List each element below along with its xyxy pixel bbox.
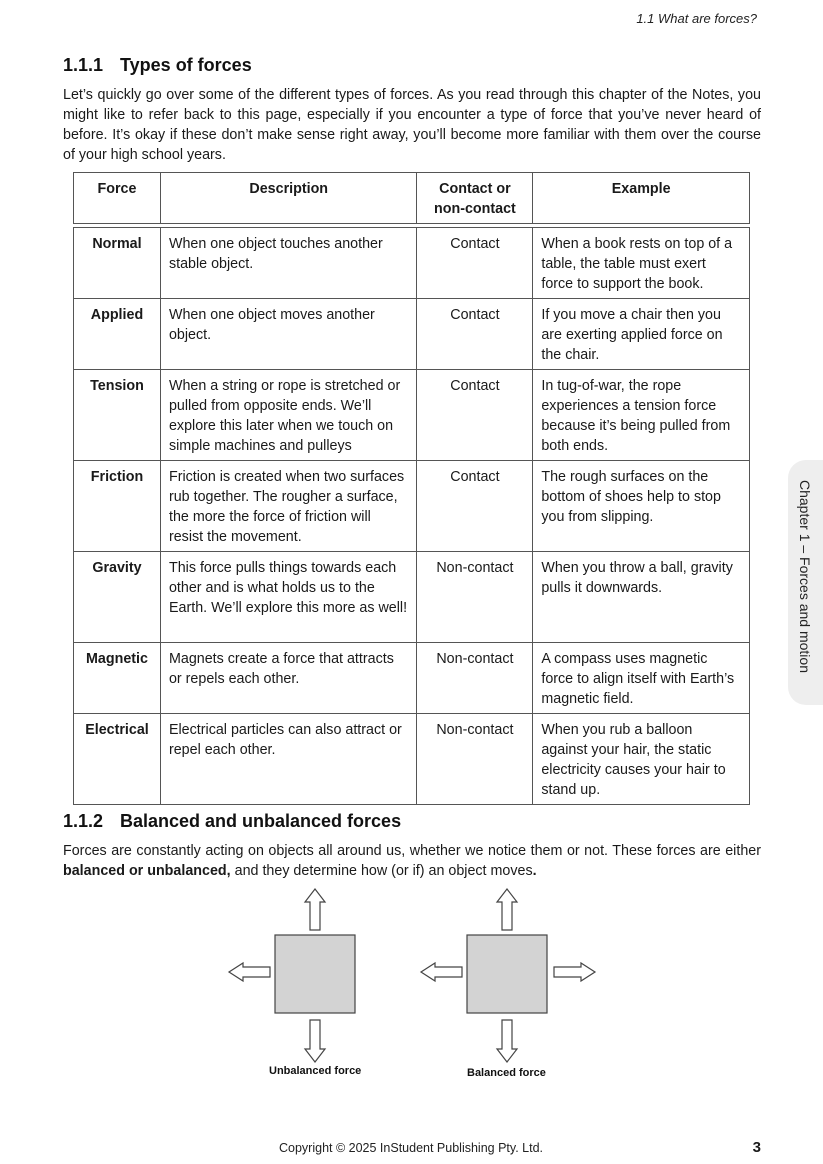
force-example: When you rub a balloon against your hair, the static electricity causes your hair to stand up. [533, 714, 750, 805]
force-contact: Contact [417, 370, 533, 461]
intro-paragraph: Let’s quickly go over some of the different types of forces. As you read through this chapter of the Notes, you might like to refer back to this page, especially if you encounter a type of force that you’ve never heard of before. It’s okay if these don’t make sense right away, you’ll become more familiar with them over the course of your high school years. [63, 87, 761, 163]
force-contact: Non-contact [417, 643, 533, 714]
section-title: Balanced and unbalanced forces [120, 811, 402, 831]
force-example: A compass uses magnetic force to align itself with Earth’s magnetic field. [533, 643, 750, 714]
section-title: Types of forces [120, 55, 252, 75]
force-name: Gravity [74, 552, 161, 643]
force-example: The rough surfaces on the bottom of shoes help to stop you from slipping. [533, 461, 750, 552]
force-name: Tension [74, 370, 161, 461]
table-row [74, 370, 750, 461]
header-example: Example [533, 173, 750, 224]
table-header-row [74, 173, 750, 224]
table-row [74, 299, 750, 370]
object-box [275, 935, 355, 1013]
force-name: Normal [74, 228, 161, 299]
object-box [467, 935, 547, 1013]
table-row [74, 228, 750, 299]
section-number: 1.1.1 [63, 55, 104, 75]
force-contact: Contact [417, 461, 533, 552]
right-arrow-icon [554, 963, 595, 981]
section-number: 1.1.2 [63, 811, 104, 831]
header-force: Force [74, 173, 161, 224]
chapter-side-tab[interactable] [788, 460, 823, 705]
force-example: When a book rests on top of a table, the table must exert force to support the book. [533, 228, 750, 299]
force-name: Friction [74, 461, 161, 552]
force-contact: Contact [417, 228, 533, 299]
left-arrow-icon [421, 963, 462, 981]
force-example: In tug-of-war, the rope experiences a tension force because it’s being pulled from both ends. [533, 370, 750, 461]
force-example: If you move a chair then you are exerting applied force on the chair. [533, 299, 750, 370]
down-arrow-icon [305, 1020, 325, 1062]
balanced-paragraph [63, 841, 761, 881]
force-description: When one object moves another object. [160, 299, 417, 370]
table-row [74, 714, 750, 805]
left-arrow-icon [229, 963, 270, 981]
unbalanced-caption: Unbalanced force [269, 1065, 362, 1077]
force-contact: Non-contact [417, 552, 533, 643]
chapter-tab-label: Chapter 1 – Forces and motion [797, 480, 813, 673]
force-description: Electrical particles can also attract or repel each other. [160, 714, 417, 805]
force-contact: Non-contact [417, 714, 533, 805]
header-description: Description [160, 173, 417, 224]
running-head: 1.1 What are forces? [636, 11, 757, 26]
section-heading-balanced [63, 811, 401, 832]
balanced-caption: Balanced force [467, 1067, 546, 1079]
page-number: 3 [752, 1139, 761, 1156]
force-description: Friction is created when two surfaces rub together. The rougher a surface, the more the force of friction will resist the movement. [160, 461, 417, 552]
table-row [74, 643, 750, 714]
forces-table [73, 172, 750, 805]
paragraph-bold-text: balanced or unbalanced, [63, 863, 231, 879]
table-row [74, 461, 750, 552]
force-name: Applied [74, 299, 161, 370]
table-row [74, 552, 750, 643]
section-heading-types [63, 55, 252, 76]
paragraph-text: Forces are constantly acting on objects all around us, whether we notice them or not. These forces are either [63, 843, 761, 859]
header-contact: Contact or non-contact [417, 173, 533, 224]
up-arrow-icon [305, 889, 325, 930]
copyright-footer: Copyright © 2025 InStudent Publishing Pty. Ltd. [279, 1141, 544, 1155]
down-arrow-icon [497, 1020, 517, 1062]
paragraph-text: and they determine how (or if) an object moves [230, 863, 533, 879]
up-arrow-icon [497, 889, 517, 930]
force-description: When one object touches another stable object. [160, 228, 417, 299]
force-description: When a string or rope is stretched or pulled from opposite ends. We’ll explore this later when we touch on simple machines and pulleys [160, 370, 417, 461]
force-example: When you throw a ball, gravity pulls it downwards. [533, 552, 750, 643]
force-contact: Contact [417, 299, 533, 370]
force-name: Electrical [74, 714, 161, 805]
force-description: Magnets create a force that attracts or repels each other. [160, 643, 417, 714]
force-description: This force pulls things towards each other and is what holds us to the Earth. We’ll explore this more as well! [160, 552, 417, 643]
paragraph-bold-text: . [532, 863, 537, 879]
force-name: Magnetic [74, 643, 161, 714]
